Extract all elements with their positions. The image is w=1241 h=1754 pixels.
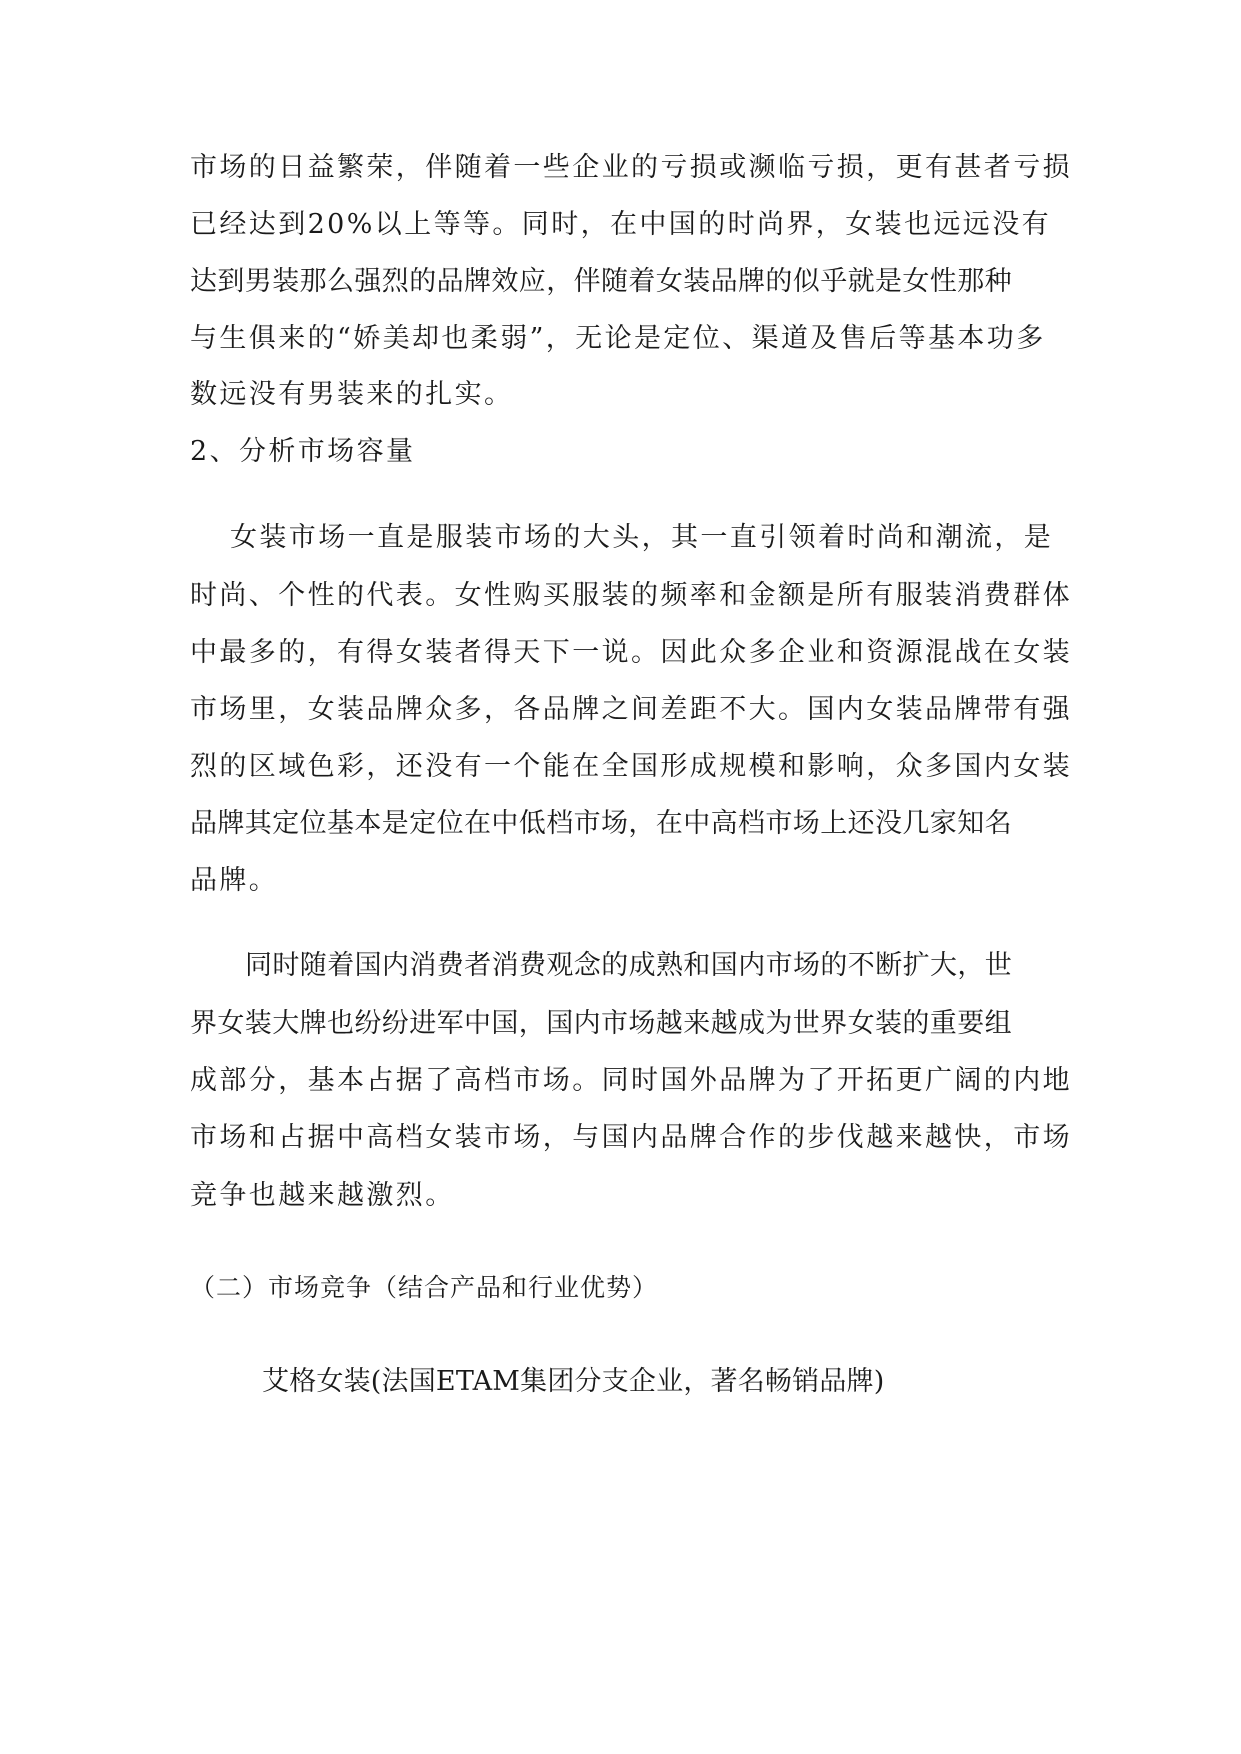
paragraph-line: 中最多的，有得女装者得天下一说。因此众多企业和资源混战在女装 bbox=[190, 637, 1072, 668]
paragraph-line: 数远没有男装来的扎实。 bbox=[190, 379, 514, 410]
paragraph-line: 界女装大牌也纷纷进军中国，国内市场越来越成为世界女装的重要组 bbox=[190, 1008, 1012, 1039]
paragraph-line: 市场和占据中高档女装市场，与国内品牌合作的步伐越来越快，市场 bbox=[190, 1122, 1072, 1153]
paragraph-line: 烈的区域色彩，还没有一个能在全国形成规模和影响，众多国内女装 bbox=[190, 751, 1072, 782]
section-heading: 2、分析市场容量 bbox=[190, 436, 416, 467]
paragraph-line: 竞争也越来越激烈。 bbox=[190, 1180, 455, 1211]
paragraph-line: 达到男装那么强烈的品牌效应，伴随着女装品牌的似乎就是女性那种 bbox=[190, 266, 1012, 297]
paragraph-line: 女装市场一直是服装市场的大头，其一直引领着时尚和潮流，是 bbox=[230, 522, 1054, 553]
paragraph-line: 成部分，基本占据了高档市场。同时国外品牌为了开拓更广阔的内地 bbox=[190, 1065, 1072, 1096]
paragraph-line: 品牌其定位基本是定位在中低档市场，在中高档市场上还没几家知名 bbox=[190, 808, 1012, 839]
paragraph-line: 时尚、个性的代表。女性购买服装的频率和金额是所有服装消费群体 bbox=[190, 580, 1072, 611]
paragraph-line: 同时随着国内消费者消费观念的成熟和国内市场的不断扩大，世 bbox=[245, 950, 1013, 981]
brand-line: 艾格女装(法国ETAM集团分支企业，著名畅销品牌) bbox=[262, 1366, 885, 1397]
paragraph-line: 市场里，女装品牌众多，各品牌之间差距不大。国内女装品牌带有强 bbox=[190, 694, 1072, 725]
paragraph-line: 市场的日益繁荣，伴随着一些企业的亏损或濒临亏损，更有甚者亏损 bbox=[190, 152, 1072, 183]
paragraph-line: 与生俱来的“娇美却也柔弱”，无论是定位、渠道及售后等基本功多 bbox=[190, 323, 1046, 354]
paragraph-line: 品牌。 bbox=[190, 865, 279, 896]
paragraph-line: 已经达到20%以上等等。同时，在中国的时尚界，女装也远远没有 bbox=[190, 209, 1052, 240]
section-heading: （二）市场竞争（结合产品和行业优势） bbox=[190, 1273, 659, 1302]
